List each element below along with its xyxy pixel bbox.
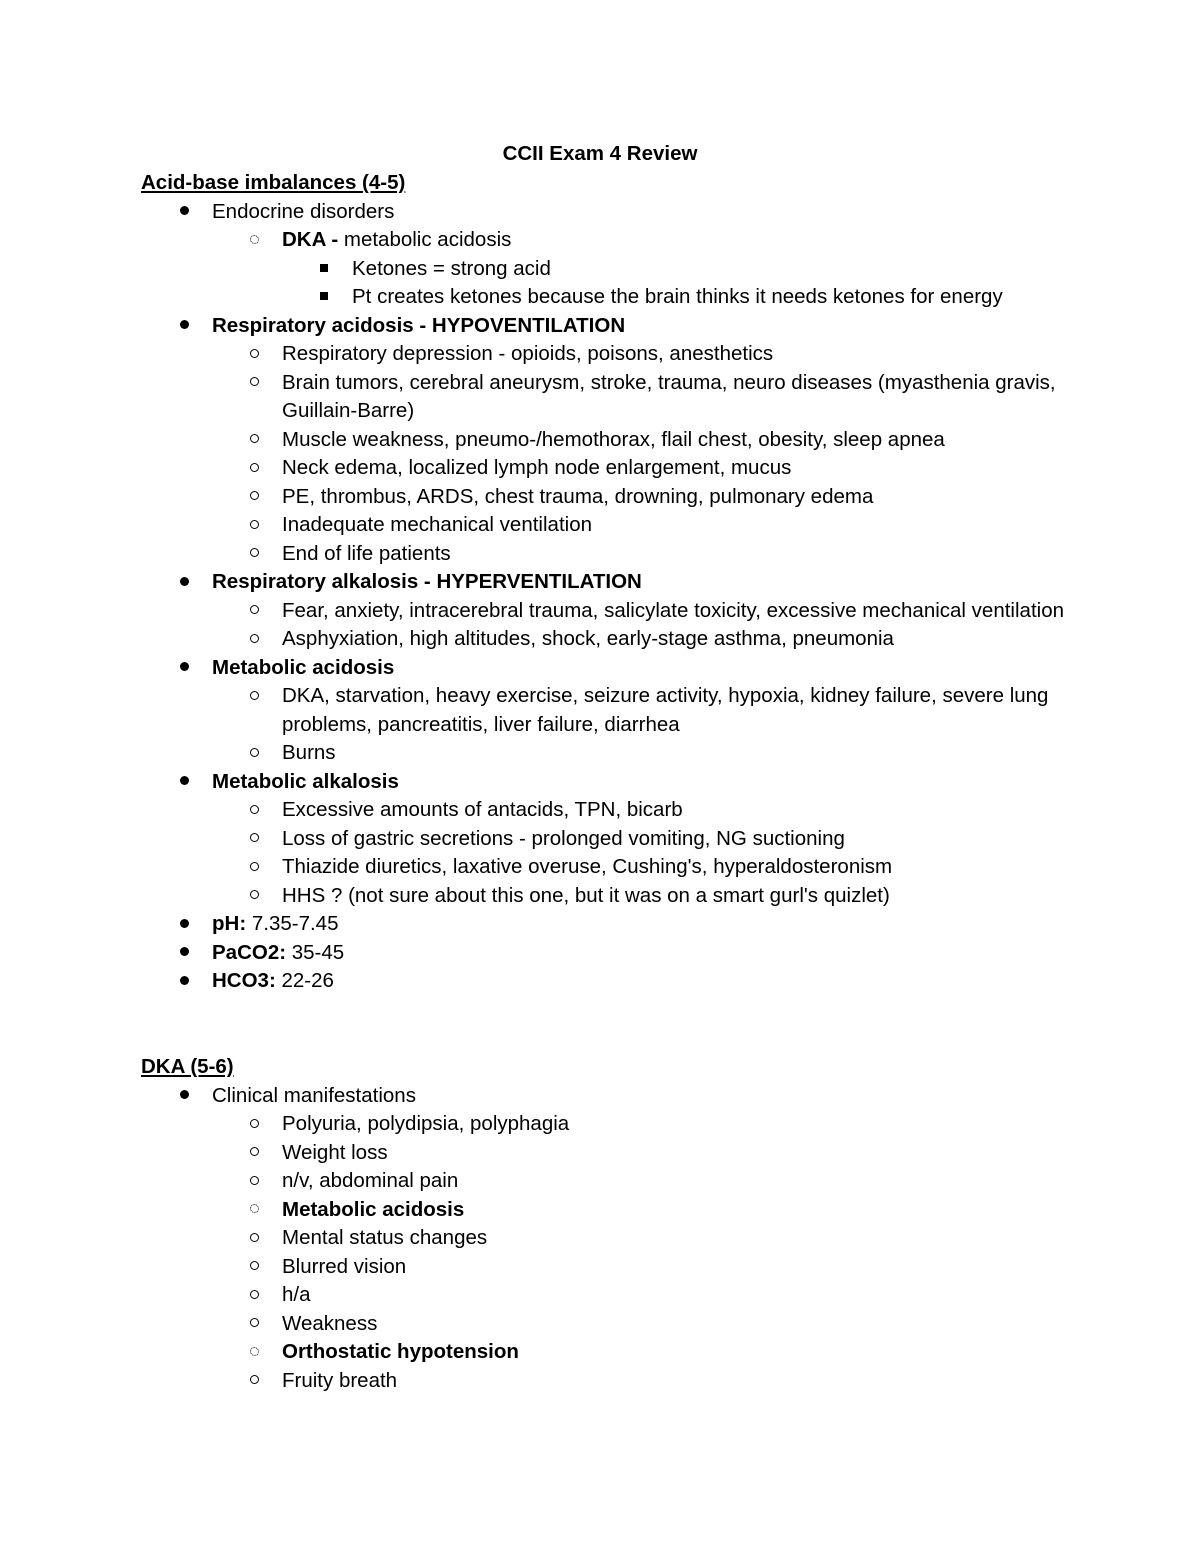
dka-list [141,1082,1081,1396]
bullet-hollow-icon [244,511,264,540]
list-item: HHS ? (not sure about this one, but it was on a smart gurl's quizlet) [141,882,1081,911]
list-item: Weight loss [141,1139,1081,1168]
bullet-hollow-icon [244,625,264,654]
section-acid-base [141,169,1081,996]
list-item: Asphyxiation, high altitudes, shock, early-stage asthma, pneumonia [141,625,1081,654]
bullet-hollow-icon [244,1367,264,1396]
bullet-hollow-icon [244,597,264,626]
bullet-hollow-icon [244,1281,264,1310]
list-item: Weakness [141,1310,1081,1339]
list-item: Metabolic alkalosis [141,768,1081,797]
bullet-hollow-icon [244,426,264,455]
bullet-filled-icon [174,568,194,597]
list-item: PaCO2: 35-45 [141,939,1081,968]
list-item: h/a [141,1281,1081,1310]
bullet-hollow-icon [244,1167,264,1196]
bullet-hollow-icon [244,882,264,911]
list-item: Inadequate mechanical ventilation [141,511,1081,540]
bullet-filled-icon [174,768,194,797]
bullet-hollow-icon [244,739,264,768]
list-item: Respiratory depression - opioids, poisons, anesthetics [141,340,1081,369]
list-item: Thiazide diuretics, laxative overuse, Cushing's, hyperaldosteronism [141,853,1081,882]
list-item: Blurred vision [141,1253,1081,1282]
list-item: pH: 7.35-7.45 [141,910,1081,939]
bullet-filled-icon [174,198,194,227]
bullet-hollow-dotted-icon [244,1196,264,1225]
list-item: DKA, starvation, heavy exercise, seizure activity, hypoxia, kidney failure, severe lung problems, pancreatitis, liver failure, diarrhea [141,682,1081,739]
bullet-hollow-dotted-icon [244,226,264,255]
bullet-filled-icon [174,910,194,939]
list-item: Neck edema, localized lymph node enlargement, mucus [141,454,1081,483]
list-item: Excessive amounts of antacids, TPN, bicarb [141,796,1081,825]
list-item: Mental status changes [141,1224,1081,1253]
bullet-hollow-icon [244,853,264,882]
bullet-hollow-icon [244,369,264,398]
bullet-hollow-icon [244,454,264,483]
bullet-hollow-icon [244,1253,264,1282]
section-dka [141,1053,1081,1395]
bullet-hollow-icon [244,1310,264,1339]
section-heading: Acid-base imbalances (4-5) [141,171,406,194]
bullet-hollow-icon [244,483,264,512]
list-item: Muscle weakness, pneumo-/hemothorax, flail chest, obesity, sleep apnea [141,426,1081,455]
bullet-hollow-icon [244,1224,264,1253]
bullet-hollow-icon [244,796,264,825]
bullet-square-icon [314,255,334,284]
list-item: Burns [141,739,1081,768]
list-item: Orthostatic hypotension [141,1338,1081,1367]
list-item: Ketones = strong acid [141,255,1081,284]
list-item: Endocrine disorders [141,198,1081,227]
bullet-hollow-dotted-icon [244,1338,264,1367]
list-item: End of life patients [141,540,1081,569]
bullet-filled-icon [174,939,194,968]
list-item: Metabolic acidosis [141,654,1081,683]
bullet-hollow-icon [244,1139,264,1168]
bullet-filled-icon [174,312,194,341]
list-item: Clinical manifestations [141,1082,1081,1111]
list-item: Respiratory alkalosis - HYPERVENTILATION [141,568,1081,597]
bullet-filled-icon [174,1082,194,1111]
bullet-hollow-icon [244,540,264,569]
document-title: CCII Exam 4 Review [502,142,698,165]
bullet-filled-icon [174,654,194,683]
bullet-square-icon [314,283,334,312]
bullet-hollow-icon [244,825,264,854]
acid-base-list [141,198,1081,996]
list-item: HCO3: 22-26 [141,967,1081,996]
list-item: Respiratory acidosis - HYPOVENTILATION [141,312,1081,341]
section-heading: DKA (5-6) [141,1055,234,1078]
list-item: PE, thrombus, ARDS, chest trauma, drowning, pulmonary edema [141,483,1081,512]
list-item: n/v, abdominal pain [141,1167,1081,1196]
list-item: Pt creates ketones because the brain thinks it needs ketones for energy [141,283,1081,312]
list-item: DKA - metabolic acidosis [141,226,1081,255]
bullet-hollow-icon [244,1110,264,1139]
list-item: Metabolic acidosis [141,1196,1081,1225]
bullet-filled-icon [174,967,194,996]
list-item: Brain tumors, cerebral aneurysm, stroke, trauma, neuro diseases (myasthenia gravis, Guillain-Barre) [141,369,1081,426]
bullet-hollow-icon [244,682,264,711]
list-item: Fruity breath [141,1367,1081,1396]
list-item: Fear, anxiety, intracerebral trauma, salicylate toxicity, excessive mechanical ventilation [141,597,1081,626]
list-item: Loss of gastric secretions - prolonged vomiting, NG suctioning [141,825,1081,854]
bullet-hollow-icon [244,340,264,369]
list-item: Polyuria, polydipsia, polyphagia [141,1110,1081,1139]
